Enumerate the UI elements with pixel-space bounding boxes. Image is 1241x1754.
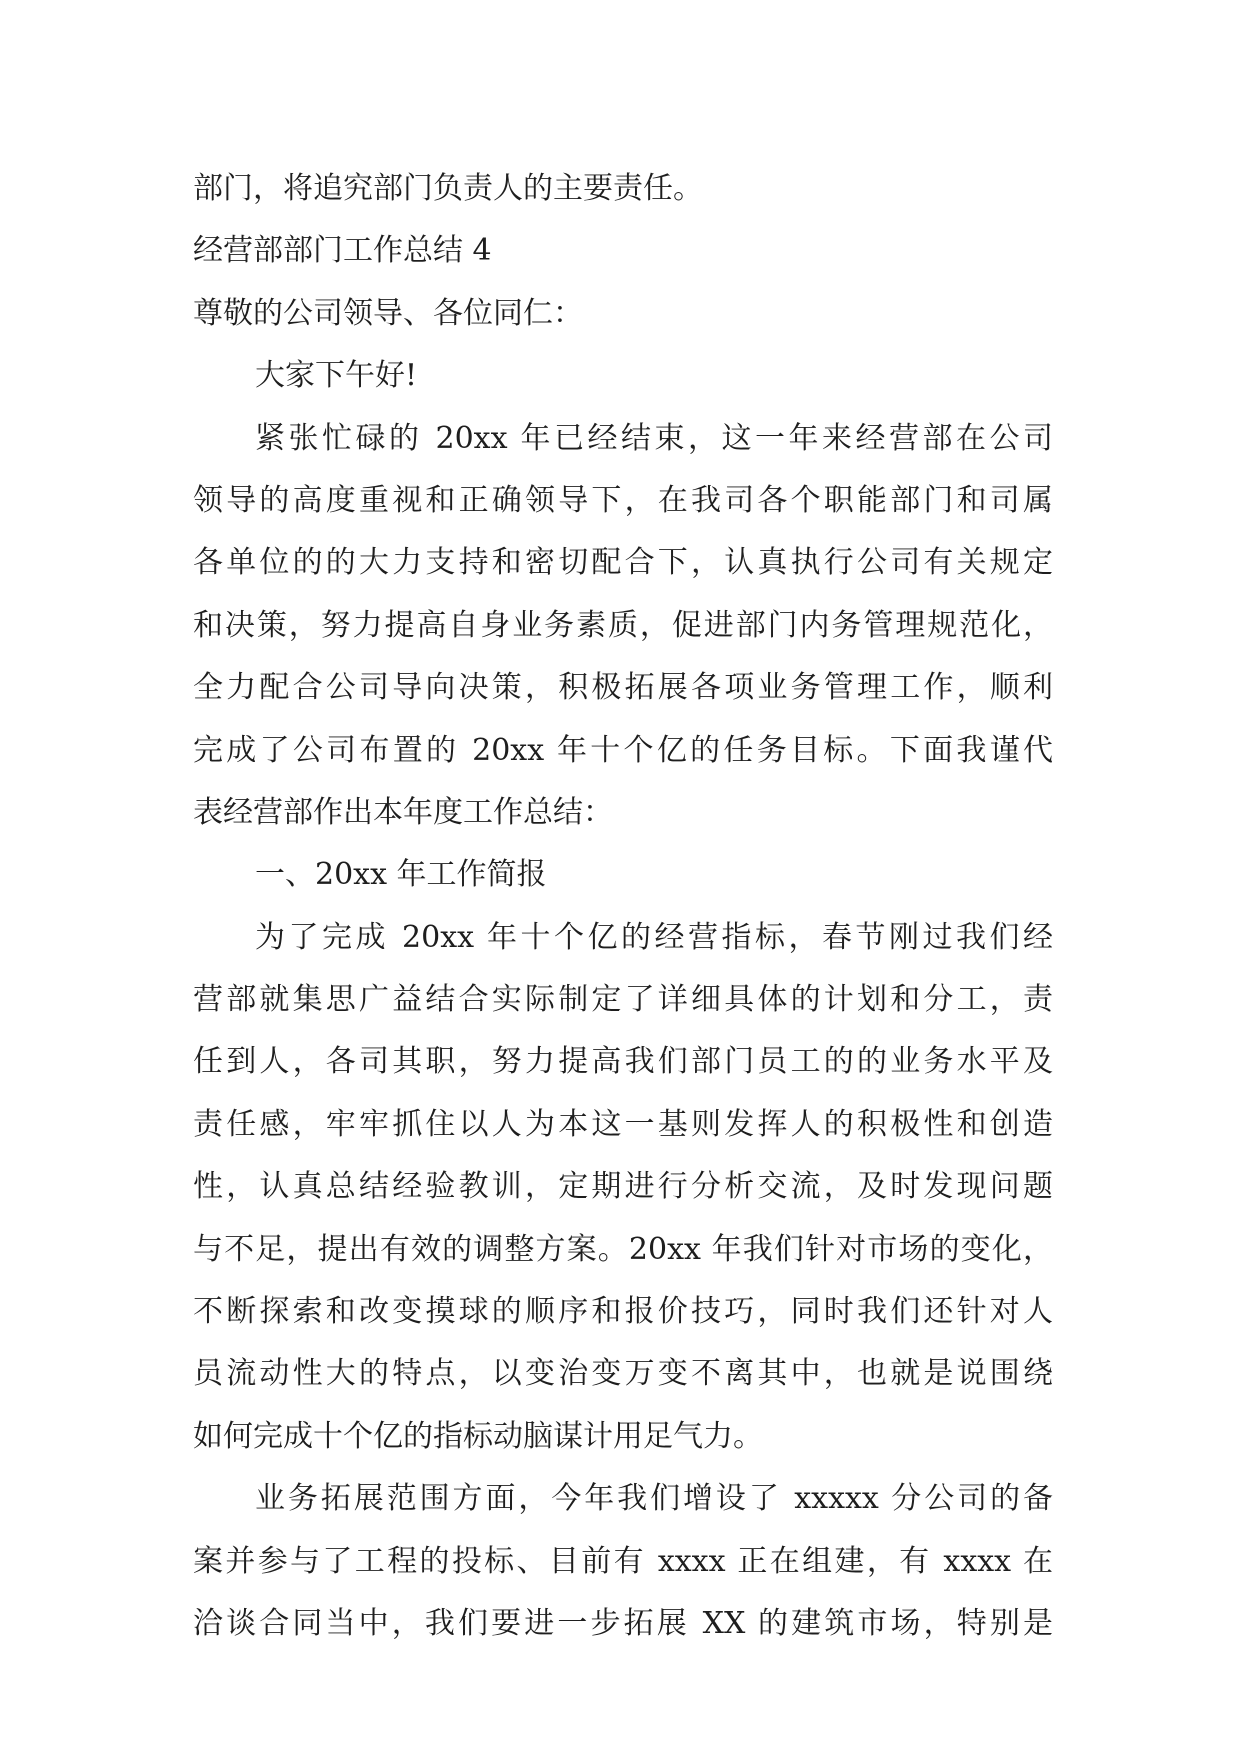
text-line: 员流动性大的特点，以变治变万变不离其中，也就是说围绕 — [193, 1356, 1053, 1392]
text-line: 部门，将追究部门负责人的主要责任。 — [193, 171, 703, 206]
text-line: 与不足，提出有效的调整方案。20xx 年我们针对市场的变化， — [193, 1231, 1053, 1267]
text-line: 领导的高度重视和正确领导下，在我司各个职能部门和司属 — [193, 482, 1053, 518]
text-line: 表经营部作出本年度工作总结： — [193, 794, 613, 830]
text-line: 和决策，努力提高自身业务素质，促进部门内务管理规范化， — [193, 607, 1053, 643]
document-body — [193, 158, 1053, 1655]
text-line: 大家下午好! — [255, 358, 418, 394]
text-line: 业务拓展范围方面，今年我们增设了 xxxxx 分公司的备 — [255, 1481, 1053, 1517]
text-line: 性，认真总结经验教训，定期进行分析交流，及时发现问题 — [193, 1169, 1053, 1205]
text-line: 洽谈合同当中，我们要进一步拓展 XX 的建筑市场，特别是 — [193, 1605, 1053, 1641]
text-line: 不断探索和改变摸球的顺序和报价技巧，同时我们还针对人 — [193, 1294, 1053, 1330]
text-line: 任到人，各司其职，努力提高我们部门员工的的业务水平及 — [193, 1044, 1053, 1080]
text-line: 全力配合公司导向决策，积极拓展各项业务管理工作，顺利 — [193, 670, 1053, 706]
text-line: 案并参与了工程的投标、目前有 xxxx 正在组建，有 xxxx 在 — [193, 1543, 1053, 1579]
text-line: 责任感，牢牢抓住以人为本这一基则发挥人的积极性和创造 — [193, 1106, 1053, 1142]
text-line: 如何完成十个亿的指标动脑谋计用足气力。 — [193, 1418, 763, 1454]
text-line: 营部就集思广益结合实际制定了详细具体的计划和分工，责 — [193, 982, 1053, 1018]
text-line: 紧张忙碌的 20xx 年已经结束，这一年来经营部在公司 — [255, 420, 1053, 456]
text-line: 各单位的的大力支持和密切配合下，认真执行公司有关规定 — [193, 545, 1053, 581]
text-line: 经营部部门工作总结 4 — [193, 233, 492, 269]
text-line: 尊敬的公司领导、各位同仁： — [193, 295, 583, 331]
text-line: 完成了公司布置的 20xx 年十个亿的任务目标。下面我谨代 — [193, 732, 1053, 768]
text-line: 为了完成 20xx 年十个亿的经营指标，春节刚过我们经 — [255, 919, 1053, 955]
text-line: 一、20xx 年工作简报 — [255, 857, 547, 893]
